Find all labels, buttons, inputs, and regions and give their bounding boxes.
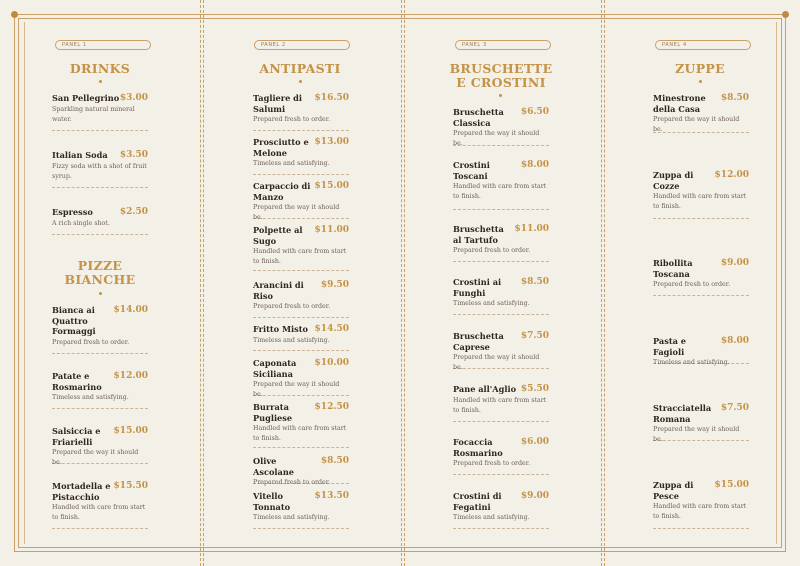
- menu-item: [453, 224, 549, 262]
- item-desc: Handled with care from start to finish.: [653, 503, 747, 520]
- item-price: $12.50: [314, 402, 349, 412]
- panel-edge-left: [24, 22, 25, 544]
- item-name: Prosciutto e Melone: [253, 137, 309, 158]
- item-name: Crostini Toscani: [453, 160, 490, 181]
- item-desc: Timeless and satisfying.: [253, 514, 330, 521]
- menu-item: [253, 324, 349, 351]
- item-price: $11.00: [514, 224, 549, 234]
- fold-line-2: [401, 0, 402, 566]
- item-price: $5.50: [520, 384, 549, 394]
- item-desc: Prepared fresh to order.: [253, 479, 331, 486]
- panel-tag-3: PANEL 3: [455, 40, 551, 50]
- item-desc: Prepared the way it should be.: [253, 204, 340, 221]
- item-name: Focaccia Rosmarino: [453, 437, 503, 458]
- menu-item: [653, 93, 749, 133]
- item-price: $6.00: [520, 437, 549, 447]
- menu-item: [653, 258, 749, 296]
- item-desc: Timeless and satisfying.: [253, 336, 330, 344]
- section-title-zuppe: ZUPPE: [675, 61, 725, 76]
- item-desc: Prepared the way it should be.: [453, 354, 540, 371]
- item-name: San Pellegrino: [52, 93, 120, 103]
- item-name: Bruschetta Classica: [453, 107, 504, 128]
- item-desc: Prepared fresh to order.: [52, 338, 130, 346]
- item-name: Stracciatella Romana: [653, 403, 712, 424]
- item-name: Caponata Siciliana: [253, 358, 297, 379]
- item-name: Polpette al Sugo: [253, 225, 303, 246]
- item-desc: Prepared fresh to order.: [453, 460, 531, 467]
- title-dot: [699, 80, 702, 83]
- item-desc: Timeless and satisfying.: [453, 514, 530, 521]
- item-name: Italian Soda: [52, 150, 108, 160]
- item-price: $12.00: [714, 170, 749, 180]
- menu-item: [253, 225, 349, 271]
- item-name: Patate e Rosmarino: [52, 371, 102, 392]
- item-price: $8.00: [520, 160, 549, 170]
- menu-item: [453, 437, 549, 475]
- title-dot: [299, 80, 302, 83]
- item-name: Burrata Pugliese: [253, 402, 293, 423]
- menu-item: [253, 456, 349, 484]
- menu-item: [253, 181, 349, 219]
- item-name: Olive Ascolane: [253, 456, 294, 477]
- item-price: $8.00: [720, 336, 749, 346]
- item-price: $7.50: [720, 403, 749, 413]
- menu-item: [52, 305, 148, 354]
- menu-item: [253, 402, 349, 448]
- item-name: Fritto Misto: [253, 324, 308, 334]
- menu-item: [253, 280, 349, 318]
- item-desc: Prepared fresh to order.: [253, 303, 331, 310]
- fold-line-3b: [604, 0, 605, 566]
- item-name: Minestrone della Casa: [653, 93, 706, 114]
- menu-item: [253, 93, 349, 131]
- title-dot: [499, 94, 502, 97]
- title-dot: [99, 80, 102, 83]
- section-title-drinks: DRINKS: [69, 61, 131, 76]
- item-price: $6.50: [520, 107, 549, 117]
- item-price: $12.00: [113, 371, 148, 381]
- item-desc: Handled with care from start to finish.: [52, 504, 146, 521]
- item-name: Mortadella e Pistacchio: [52, 481, 111, 502]
- item-name: Vitello Tonnato: [253, 491, 291, 512]
- menu-item: [453, 107, 549, 146]
- item-price: $9.00: [520, 491, 549, 501]
- item-price: $8.50: [520, 277, 549, 287]
- menu-item: [52, 371, 148, 409]
- menu-item: [52, 207, 148, 235]
- item-name: Salsiccia e Friarielli: [52, 426, 101, 447]
- item-name: Crostini di Fegatini: [453, 491, 502, 512]
- item-desc: Sparkling natural mineral water.: [52, 105, 135, 123]
- item-desc: Prepared the way it should be.: [653, 426, 740, 443]
- menu-item: [653, 403, 749, 441]
- item-desc: Fizzy soda with a shot of fruit syrup.: [52, 162, 147, 180]
- menu-item: [453, 277, 549, 315]
- item-desc: Handled with care from start to finish.: [453, 396, 547, 414]
- item-price: $2.50: [119, 207, 148, 217]
- menu-item: [52, 150, 148, 188]
- item-desc: Prepared the way it should be.: [653, 116, 740, 133]
- item-price: $14.00: [113, 305, 148, 315]
- item-name: Tagliere di Salumi: [253, 93, 302, 114]
- item-name: Zuppa di Cozze: [653, 170, 694, 191]
- item-price: $16.50: [314, 93, 349, 103]
- item-name: Arancini di Riso: [253, 280, 304, 301]
- item-desc: A rich single shot.: [52, 219, 110, 227]
- section-title-bruschette-e-crostini: BRUSCHETTE E CROSTINI: [449, 61, 553, 90]
- item-desc: Handled with care from start to finish.: [653, 193, 747, 210]
- item-name: Pasta e Fagioli: [653, 336, 686, 357]
- corner-ornament-top-right: [782, 11, 789, 18]
- item-price: $15.00: [113, 426, 148, 436]
- item-price: $15.00: [714, 480, 749, 490]
- menu-item: [453, 384, 549, 422]
- item-desc: Prepared fresh to order.: [653, 281, 731, 288]
- menu-item: [52, 426, 148, 464]
- item-price: $14.50: [314, 324, 349, 334]
- item-name: Espresso: [52, 207, 93, 217]
- item-desc: Handled with care from start to finish.: [453, 183, 547, 200]
- item-name: Crostini ai Funghi: [453, 277, 502, 298]
- section-title-pizze-bianche: PIZZE BIANCHE: [64, 258, 136, 287]
- menu-item: [253, 491, 349, 529]
- item-name: Carpaccio di Manzo: [253, 181, 311, 202]
- item-desc: Timeless and satisfying.: [453, 300, 530, 307]
- menu-item: [653, 336, 749, 364]
- item-price: $8.50: [720, 93, 749, 103]
- fold-line-1: [200, 0, 201, 566]
- item-price: $7.50: [520, 331, 549, 341]
- item-desc: Prepared the way it should be.: [52, 449, 139, 466]
- item-desc: Prepared the way it should be.: [253, 381, 340, 398]
- item-price: $8.50: [320, 456, 349, 466]
- menu-item: [52, 481, 148, 529]
- item-name: Pane all'Aglio: [453, 384, 517, 394]
- item-desc: Handled with care from start to finish.: [253, 248, 347, 265]
- menu-item: [52, 93, 148, 131]
- section-title-antipasti: ANTIPASTI: [259, 61, 341, 76]
- menu-item: [453, 331, 549, 369]
- menu-item: [653, 480, 749, 529]
- item-price: $9.50: [320, 280, 349, 290]
- menu-item: [453, 160, 549, 210]
- item-desc: Prepared the way it should be.: [453, 130, 540, 147]
- panel-tag-1: PANEL 1: [55, 40, 151, 50]
- menu-item: [453, 491, 549, 529]
- corner-ornament-top-left: [11, 11, 18, 18]
- item-desc: Prepared fresh to order.: [253, 116, 331, 123]
- item-price: $3.00: [119, 93, 148, 103]
- item-name: Zuppa di Pesce: [653, 480, 694, 501]
- panel-tag-2: PANEL 2: [254, 40, 350, 50]
- fold-line-1b: [203, 0, 204, 566]
- title-dot: [99, 292, 102, 295]
- item-name: Bruschetta al Tartufo: [453, 224, 504, 245]
- menu-item: [253, 137, 349, 175]
- item-desc: Timeless and satisfying.: [52, 394, 129, 401]
- item-price: $13.00: [314, 137, 349, 147]
- item-name: Bruschetta Caprese: [453, 331, 504, 352]
- item-desc: Timeless and satisfying.: [653, 359, 730, 366]
- fold-line-2b: [404, 0, 405, 566]
- item-desc: Timeless and satisfying.: [253, 160, 330, 167]
- item-price: $9.00: [720, 258, 749, 268]
- item-price: $15.00: [314, 181, 349, 191]
- panel-edge-right: [776, 22, 777, 544]
- item-price: $11.00: [314, 225, 349, 235]
- fold-line-3: [601, 0, 602, 566]
- panel-tag-4: PANEL 4: [655, 40, 751, 50]
- item-desc: Prepared fresh to order.: [453, 247, 531, 254]
- item-name: Bianca ai Quattro Formaggi: [52, 305, 96, 336]
- item-price: $15.50: [113, 481, 148, 491]
- item-price: $3.50: [119, 150, 148, 160]
- menu-item: [653, 170, 749, 219]
- item-name: Ribollita Toscana: [653, 258, 693, 279]
- item-desc: Handled with care from start to finish.: [253, 425, 347, 442]
- item-price: $10.00: [314, 358, 349, 368]
- menu-item: [253, 358, 349, 396]
- item-price: $13.50: [314, 491, 349, 501]
